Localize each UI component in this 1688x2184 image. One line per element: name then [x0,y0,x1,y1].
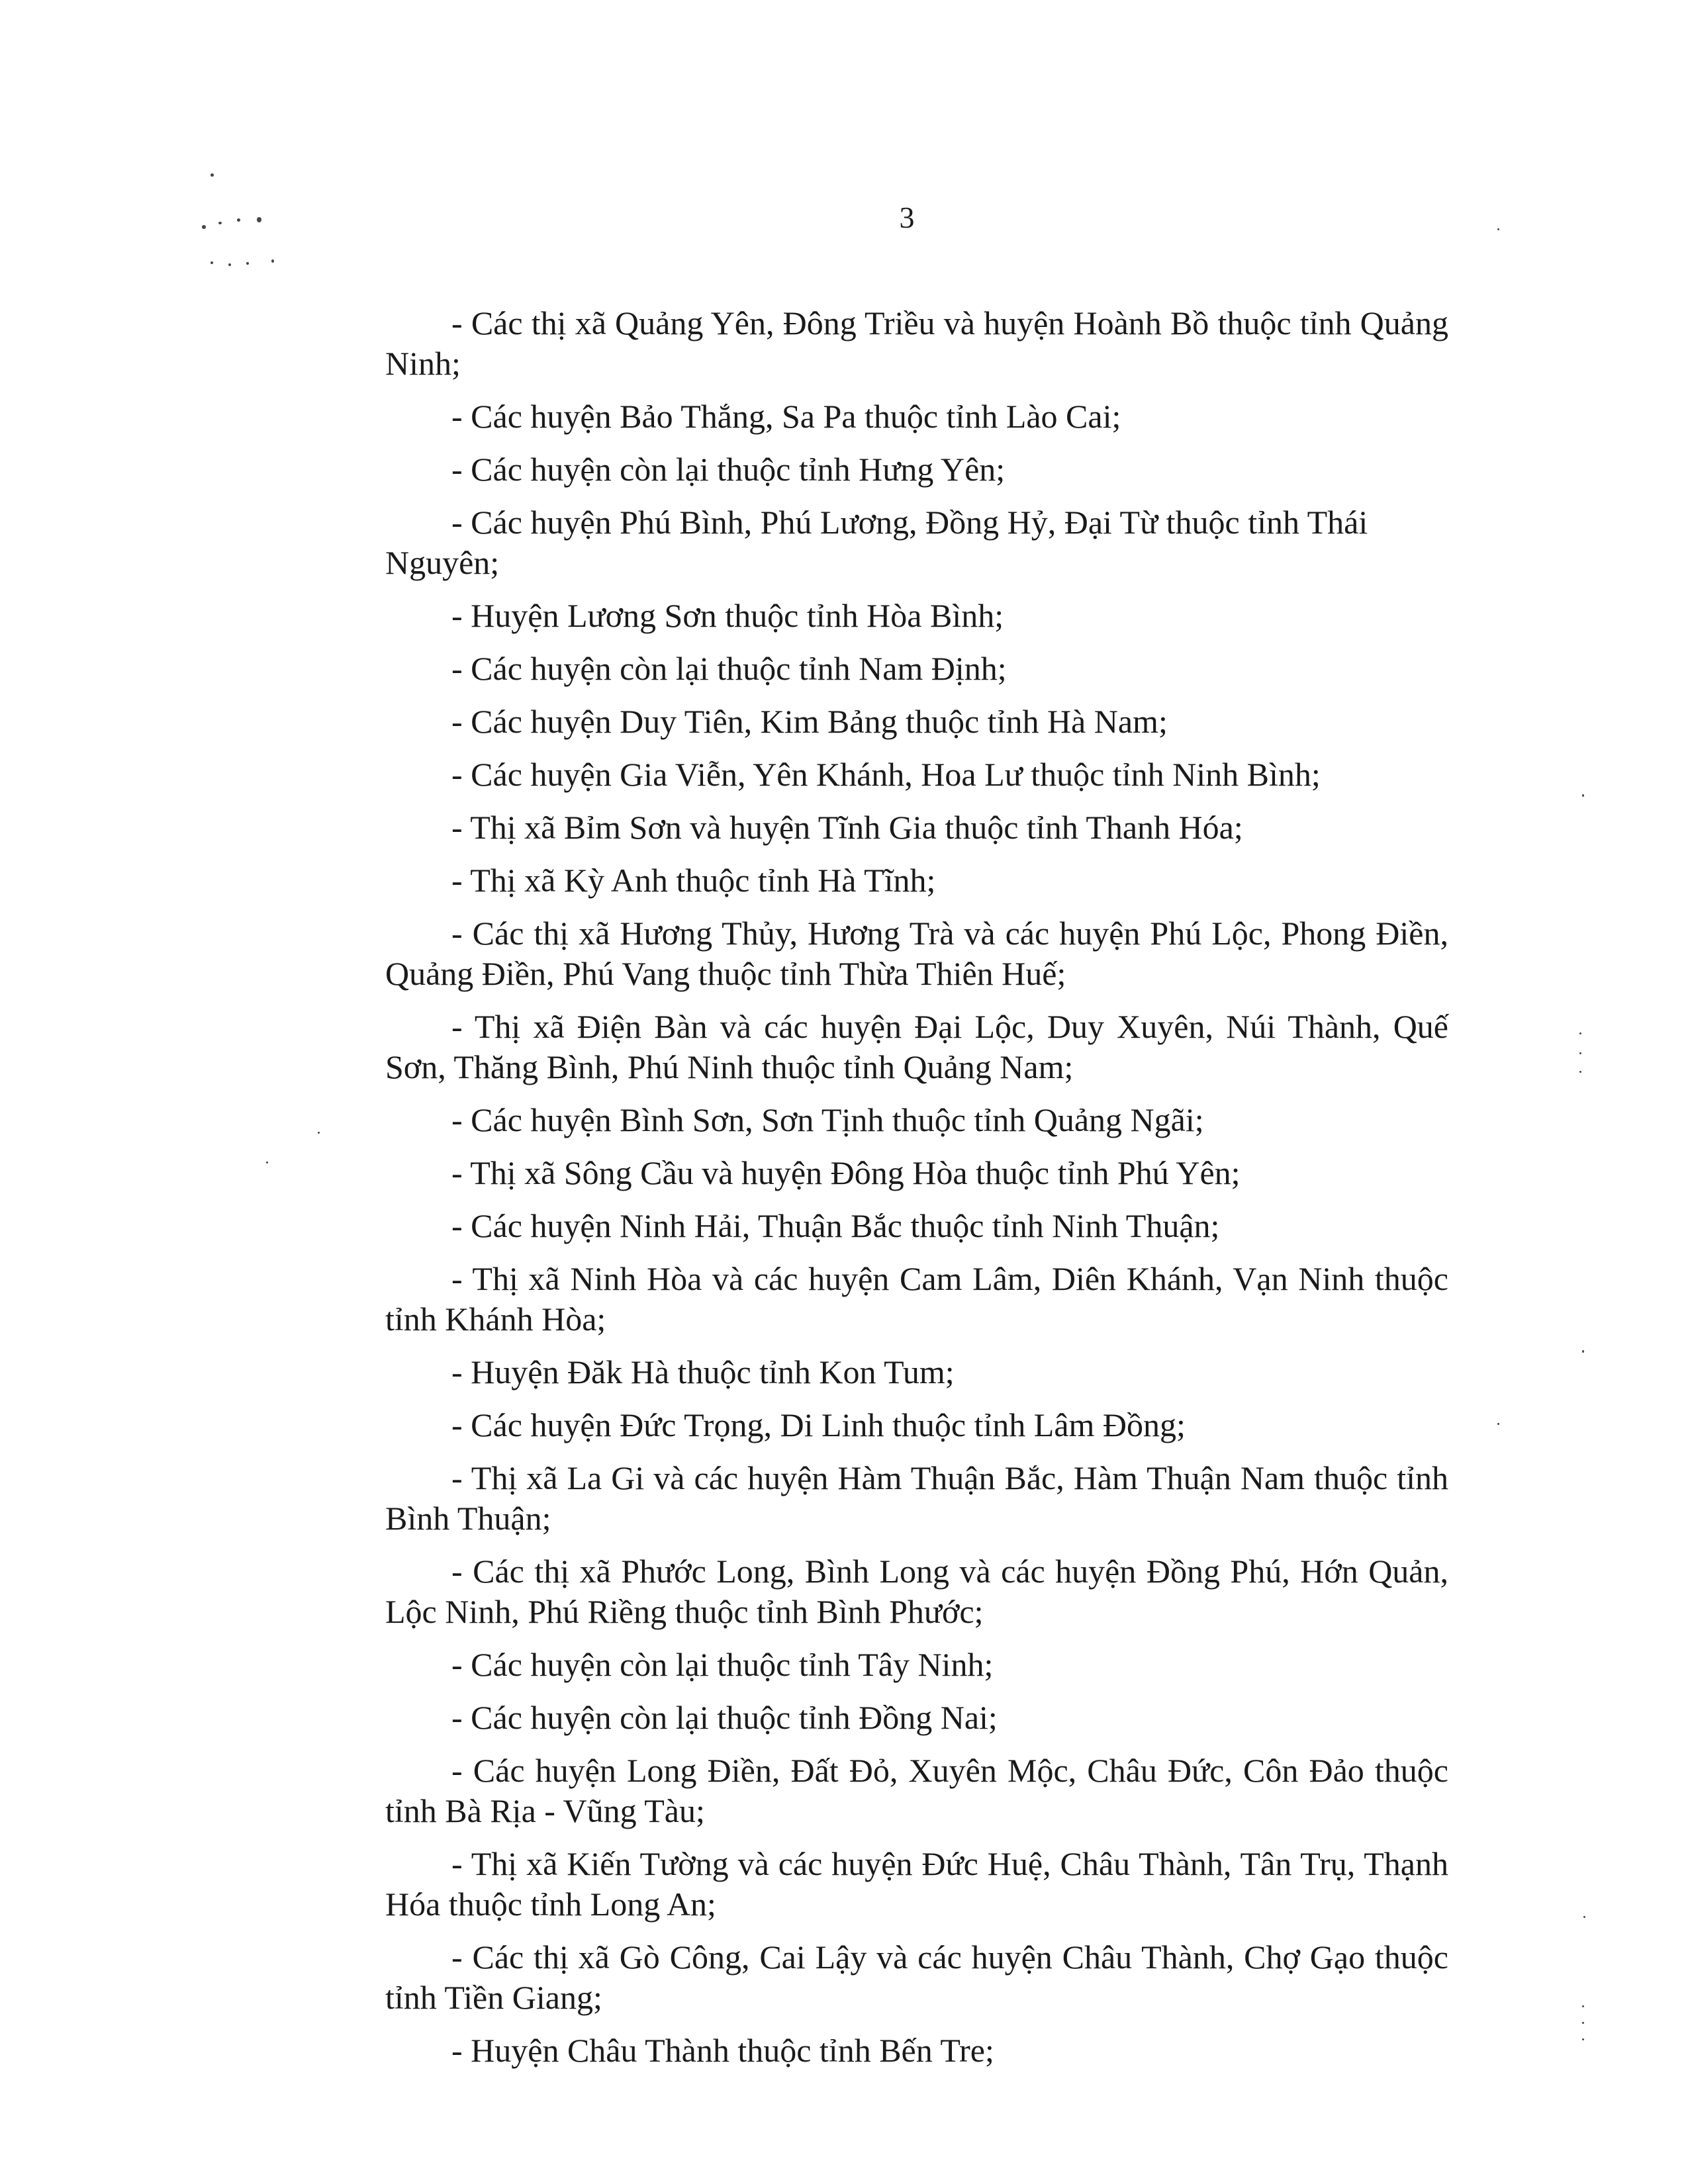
list-item: - Thị xã Ninh Hòa và các huyện Cam Lâm, Diên Khánh, Vạn Ninh thuộc tỉnh Khánh Hòa; [385,1260,1448,1338]
list-item: - Các thị xã Quảng Yên, Đông Triều và huyện Hoành Bồ thuộc tỉnh Quảng Ninh; [385,304,1448,382]
scan-speck [1582,2022,1584,2024]
list-item: - Các huyện Ninh Hải, Thuận Bắc thuộc tỉnh Ninh Thuận; [451,1207,1220,1244]
scan-speck [228,263,231,266]
list-item: - Các huyện còn lại thuộc tỉnh Nam Định; [451,650,1007,687]
list-item: - Các huyện Long Điền, Đất Đỏ, Xuyên Mộc, Châu Đức, Côn Đảo thuộc tỉnh Bà Rịa - Vũng Tàu; [385,1752,1448,1829]
list-item: - Các huyện Phú Bình, Phú Lương, Đồng Hỷ, Đại Từ thuộc tỉnh Thái Nguyên; [385,504,1368,581]
list-item: - Các huyện còn lại thuộc tỉnh Đồng Nai; [451,1699,998,1736]
list-item: - Thị xã Điện Bàn và các huyện Đại Lộc, Duy Xuyên, Núi Thành, Quế Sơn, Thăng Bình, Phú Ninh thuộc tỉnh Quảng Nam; [385,1008,1448,1085]
list-item: - Huyện Lương Sơn thuộc tỉnh Hòa Bình; [451,597,1004,634]
list-item: - Thị xã Kiến Tường và các huyện Đức Huệ, Châu Thành, Tân Trụ, Thạnh Hóa thuộc tỉnh Long An; [385,1845,1448,1923]
list-item: - Các thị xã Phước Long, Bình Long và các huyện Đồng Phú, Hớn Quản, Lộc Ninh, Phú Riềng thuộc tỉnh Bình Phước; [385,1553,1448,1630]
list-item: - Các huyện Đức Trọng, Di Linh thuộc tỉnh Lâm Đồng; [451,1406,1186,1443]
list-item: - Các huyện Gia Viễn, Yên Khánh, Hoa Lư thuộc tỉnh Ninh Bình; [451,756,1321,793]
list-item: - Huyện Đăk Hà thuộc tỉnh Kon Tum; [451,1353,955,1390]
list-item: - Thị xã Sông Cầu và huyện Đông Hòa thuộc tỉnh Phú Yên; [451,1154,1241,1191]
scan-speck [1582,794,1584,797]
scan-speck [246,262,249,265]
list-item: - Các huyện Bảo Thắng, Sa Pa thuộc tỉnh Lào Cai; [451,398,1121,435]
scan-speck [1579,1032,1581,1034]
list-item: - Thị xã Kỳ Anh thuộc tỉnh Hà Tĩnh; [451,862,936,899]
scan-speck [237,218,240,222]
list-item: - Thị xã La Gi và các huyện Hàm Thuận Bắc, Hàm Thuận Nam thuộc tỉnh Bình Thuận; [385,1459,1448,1537]
scan-speck [211,173,214,177]
document-body [385,303,1448,2083]
scan-speck [1582,2005,1584,2007]
scan-speck [211,261,213,264]
scan-speck [1582,2038,1584,2040]
scan-speck [1582,1350,1584,1353]
list-item: - Các huyện còn lại thuộc tỉnh Tây Ninh; [451,1646,994,1683]
scan-speck [257,217,261,222]
scan-speck [1579,1052,1581,1054]
scan-speck [271,259,274,263]
list-item: - Các huyện còn lại thuộc tỉnh Hưng Yên; [451,451,1006,488]
scan-speck [1497,1423,1499,1425]
list-item: - Các huyện Bình Sơn, Sơn Tịnh thuộc tỉnh Quảng Ngãi; [451,1101,1204,1138]
list-item: - Thị xã Bỉm Sơn và huyện Tĩnh Gia thuộc tỉnh Thanh Hóa; [451,809,1243,846]
scan-speck [202,225,206,229]
list-item: - Các huyện Duy Tiên, Kim Bảng thuộc tỉnh Hà Nam; [451,703,1168,740]
page-number: 3 [899,201,915,234]
list-item: - Các thị xã Hương Thủy, Hương Trà và các huyện Phú Lộc, Phong Điền, Quảng Điền, Phú Vang thuộc tỉnh Thừa Thiên Huế; [385,915,1448,992]
scan-speck [1579,1071,1581,1073]
list-item: - Các thị xã Gò Công, Cai Lậy và các huyện Châu Thành, Chợ Gạo thuộc tỉnh Tiền Giang; [385,1938,1448,2016]
scan-speck [318,1132,320,1134]
scan-speck [218,222,222,224]
scan-speck [266,1161,268,1163]
list-item: - Huyện Châu Thành thuộc tỉnh Bến Tre; [451,2032,994,2069]
scan-speck [1583,1916,1585,1918]
scan-speck [1497,228,1499,230]
